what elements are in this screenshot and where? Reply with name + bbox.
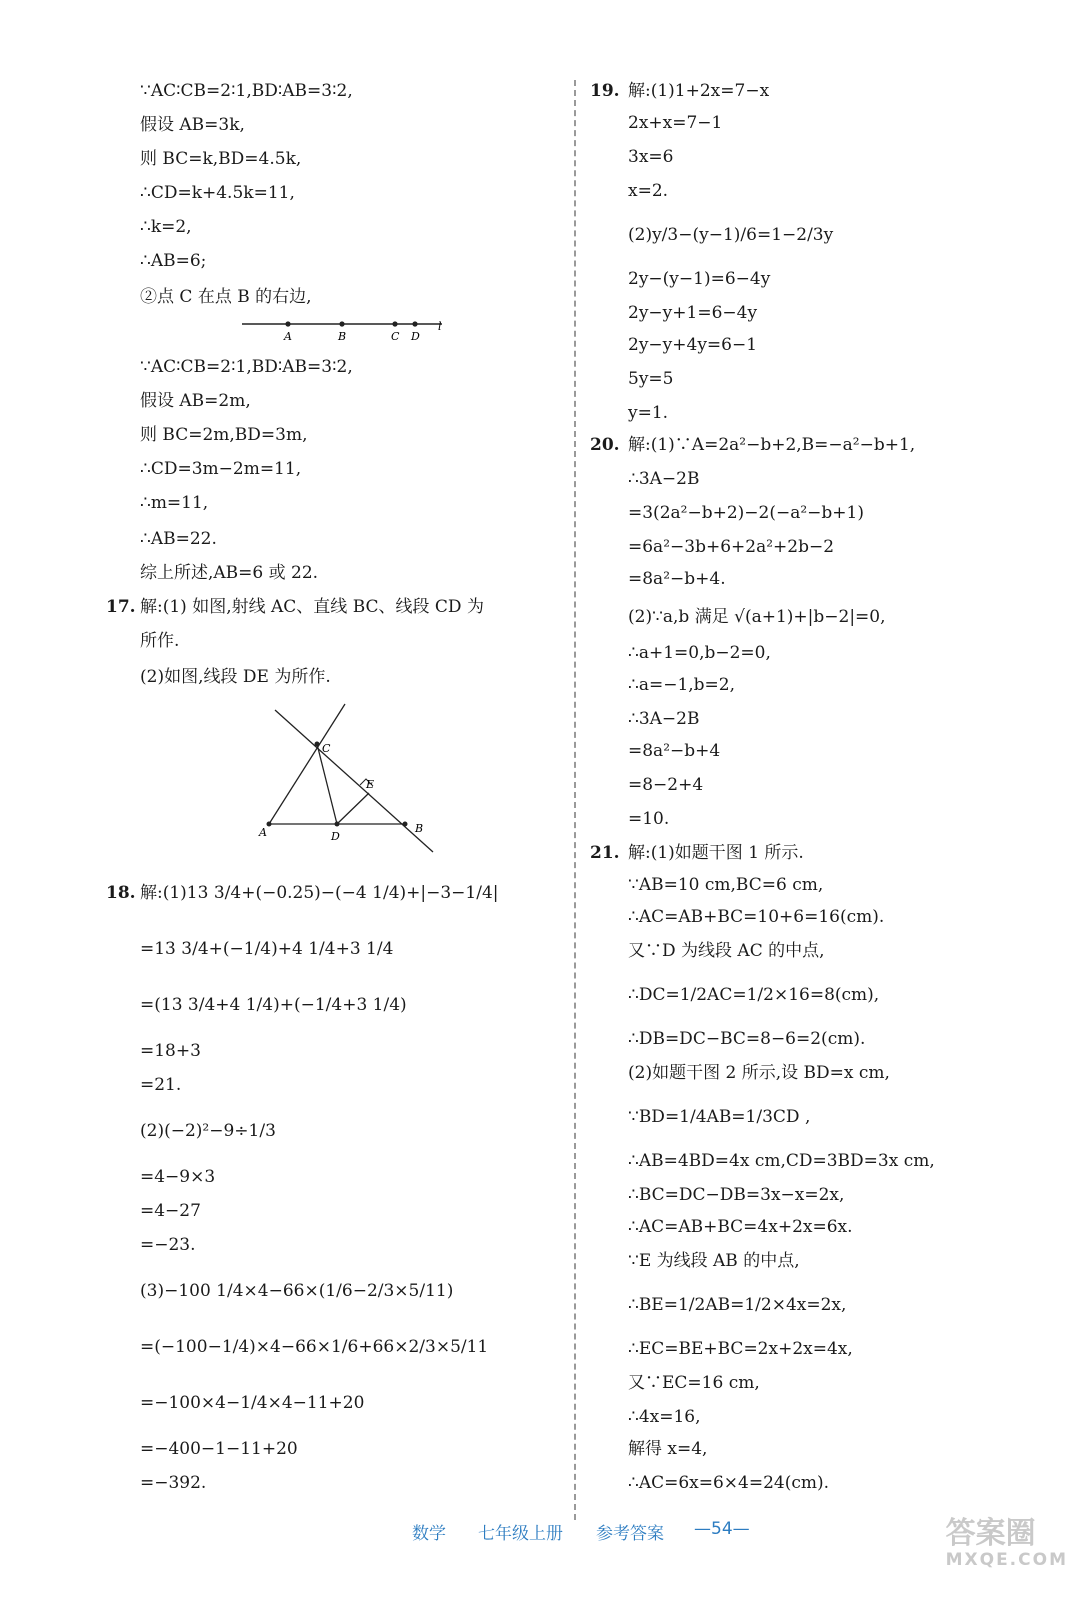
question-number: 19. — [590, 81, 620, 101]
text-line: 综上所述,AB=6 或 22. — [140, 563, 319, 583]
text-line: ∴BC=DC−DB=3x−x=2x, — [628, 1185, 845, 1205]
text-line: =8−2+4 — [628, 775, 704, 795]
text-line: =−400−1−11+20 — [140, 1439, 298, 1459]
column-divider — [574, 80, 576, 1520]
text-line: (2)y/3−(y−1)/6=1−2/3y — [628, 225, 834, 245]
text-line: ∵BD=1/4AB=1/3CD , — [628, 1107, 811, 1127]
text-line: ∴CD=3m−2m=11, — [140, 459, 302, 479]
vertex-label: B — [415, 822, 424, 835]
text-line: ∴3A−2B — [628, 709, 700, 729]
text-line: =21. — [140, 1075, 182, 1095]
text-line: ∵AC∶CB=2∶1,BD∶AB=3∶2, — [140, 81, 353, 101]
text-line: 则 BC=k,BD=4.5k, — [140, 149, 302, 169]
question-number: 17. — [106, 597, 136, 617]
text-line: =10. — [628, 809, 670, 829]
text-line: 解:(1)1+2x=7−x — [628, 81, 770, 101]
text-line: ②点 C 在点 B 的右边, — [140, 287, 312, 307]
text-line: =6a²−3b+6+2a²+2b−2 — [628, 537, 835, 557]
point-label: A — [284, 330, 292, 343]
text-line: ∵AC∶CB=2∶1,BD∶AB=3∶2, — [140, 357, 353, 377]
text-line: ∴k=2, — [140, 217, 192, 237]
text-line: ∴m=11, — [140, 493, 209, 513]
text-line: ∵E 为线段 AB 的中点, — [628, 1251, 800, 1271]
line-label: l — [438, 320, 442, 333]
point-label: B — [338, 330, 347, 343]
text-line: =18+3 — [140, 1041, 201, 1061]
text-line: x=2. — [628, 181, 669, 201]
text-line: (2)(−2)²−9÷1/3 — [140, 1121, 276, 1141]
text-line: =8a²−b+4 — [628, 741, 721, 761]
watermark-top: 答案圈 — [945, 1516, 1036, 1551]
text-line: (3)−100 1/4×4−66×(1/6−2/3×5/11) — [140, 1281, 454, 1301]
text-line: ∴BE=1/2AB=1/2×4x=2x, — [628, 1295, 847, 1315]
text-line: ∴4x=16, — [628, 1407, 701, 1427]
text-line: ∴3A−2B — [628, 469, 700, 489]
page-number: —54— — [694, 1519, 750, 1539]
text-line: ∴AB=22. — [140, 529, 217, 549]
text-line: ∴AB=6; — [140, 251, 207, 271]
text-line: ∴CD=k+4.5k=11, — [140, 183, 295, 203]
text-line: ∴EC=BE+BC=2x+2x=4x, — [628, 1339, 853, 1359]
text-line: =(13 3/4+4 1/4)+(−1/4+3 1/4) — [140, 995, 407, 1015]
text-line: =−100×4−1/4×4−11+20 — [140, 1393, 365, 1413]
watermark-bottom: MXQE.COM — [945, 1550, 1068, 1570]
text-line: 解:(1)如题干图 1 所示. — [628, 843, 804, 863]
text-line: 2y−y+1=6−4y — [628, 303, 758, 323]
text-line: (2)如图,线段 DE 为所作. — [140, 667, 331, 687]
text-line: (2)∵a,b 满足 √(a+1)+|b−2|=0, — [628, 607, 886, 627]
text-line: ∴DB=DC−BC=8−6=2(cm). — [628, 1029, 866, 1049]
text-line: ∴a=−1,b=2, — [628, 675, 736, 695]
vertex-label: A — [259, 826, 267, 839]
question-number: 21. — [590, 843, 620, 863]
text-line: 5y=5 — [628, 369, 674, 389]
geometry-figure — [255, 700, 445, 858]
footer-subject: 数学 — [412, 1524, 446, 1544]
point-label: D — [411, 330, 420, 343]
question-number: 20. — [590, 435, 620, 455]
text-line: ∴AB=4BD=4x cm,CD=3BD=3x cm, — [628, 1151, 935, 1171]
text-line: =4−27 — [140, 1201, 201, 1221]
vertex-label: C — [322, 742, 331, 755]
text-line: 3x=6 — [628, 147, 674, 167]
text-line: ∴a+1=0,b−2=0, — [628, 643, 771, 663]
text-line: (2)如题干图 2 所示,设 BD=x cm, — [628, 1063, 890, 1083]
text-line: 假设 AB=3k, — [140, 115, 245, 135]
point-label: C — [391, 330, 400, 343]
footer-section: 参考答案 — [596, 1524, 664, 1544]
text-line: 解:(1)∵A=2a²−b+2,B=−a²−b+1, — [628, 435, 916, 455]
text-line: =3(2a²−b+2)−2(−a²−b+1) — [628, 503, 864, 523]
text-line: 2y−y+4y=6−1 — [628, 335, 758, 355]
text-line: =−23. — [140, 1235, 196, 1255]
text-line: 所作. — [140, 631, 180, 651]
text-line: ∴AC=AB+BC=4x+2x=6x. — [628, 1217, 853, 1237]
text-line: 2y−(y−1)=6−4y — [628, 269, 771, 289]
text-line: ∵AB=10 cm,BC=6 cm, — [628, 875, 824, 895]
text-line: =13 3/4+(−1/4)+4 1/4+3 1/4 — [140, 939, 394, 959]
text-line: 则 BC=2m,BD=3m, — [140, 425, 308, 445]
text-line: ∴AC=AB+BC=10+6=16(cm). — [628, 907, 885, 927]
text-line: =4−9×3 — [140, 1167, 216, 1187]
watermark-logo — [946, 1518, 1068, 1570]
text-line: 解得 x=4, — [628, 1439, 708, 1459]
text-line: 假设 AB=2m, — [140, 391, 251, 411]
text-line: ∴DC=1/2AC=1/2×16=8(cm), — [628, 985, 880, 1005]
text-line: =8a²−b+4. — [628, 569, 726, 589]
text-line: 解:(1) 如图,射线 AC、直线 BC、线段 CD 为 — [140, 597, 484, 617]
vertex-label: E — [366, 778, 375, 791]
footer-grade: 七年级上册 — [478, 1524, 563, 1544]
number-line-figure — [238, 314, 450, 344]
text-line: ∴AC=6x=6×4=24(cm). — [628, 1473, 830, 1493]
text-line: 又∵EC=16 cm, — [628, 1373, 760, 1393]
question-number: 18. — [106, 883, 136, 903]
text-line: =−392. — [140, 1473, 207, 1493]
text-line: 解:(1)13 3/4+(−0.25)−(−4 1/4)+|−3−1/4| — [140, 883, 499, 903]
text-line: 又∵D 为线段 AC 的中点, — [628, 941, 825, 961]
text-line: =(−100−1/4)×4−66×1/6+66×2/3×5/11 — [140, 1337, 489, 1357]
text-line: 2x+x=7−1 — [628, 113, 723, 133]
vertex-label: D — [331, 830, 340, 843]
text-line: y=1. — [628, 403, 669, 423]
